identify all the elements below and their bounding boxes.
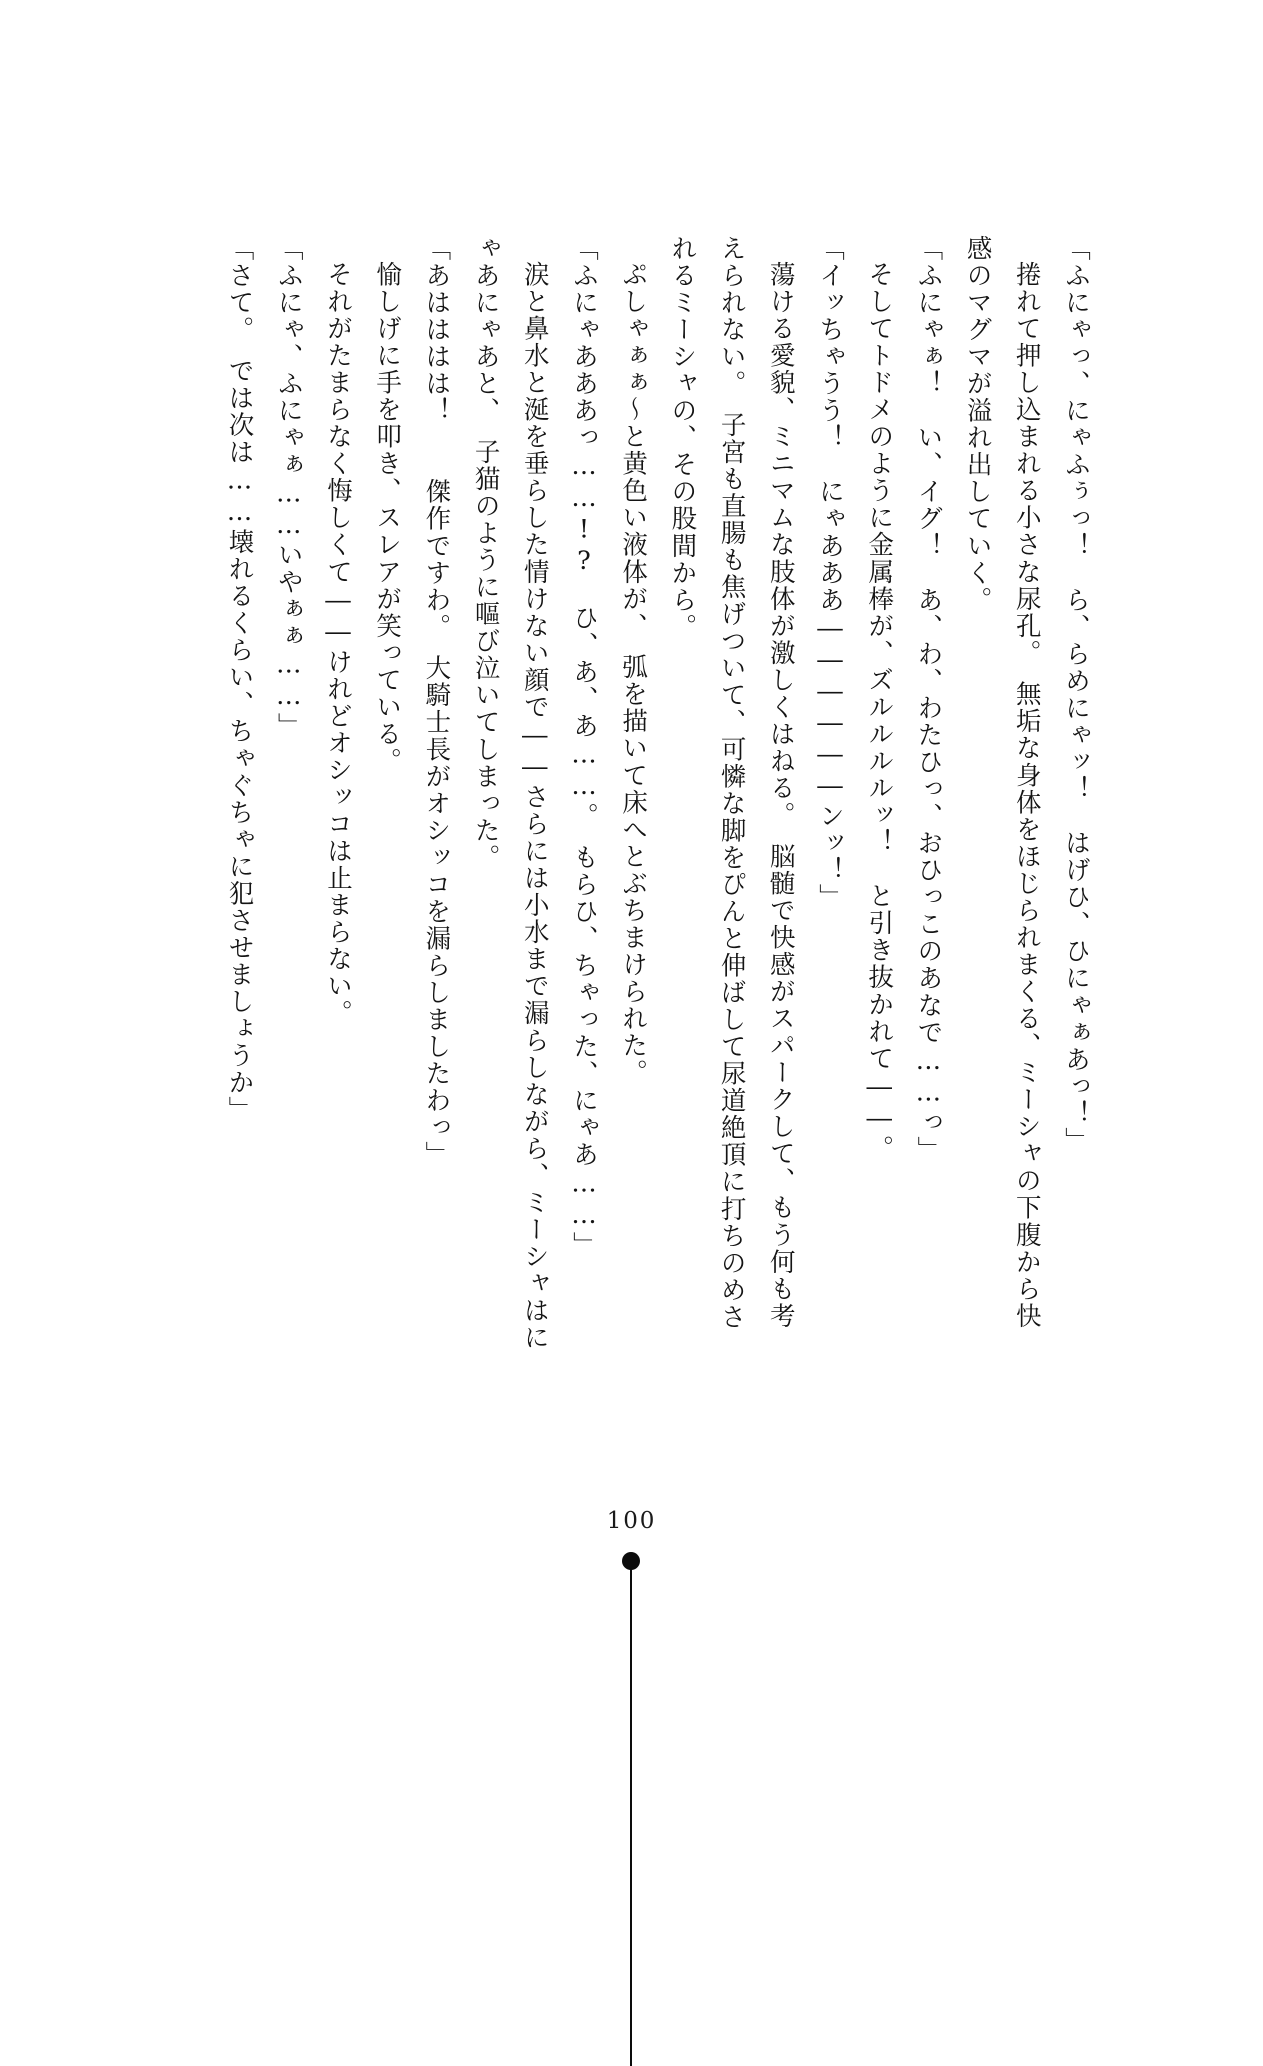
novel-body-text [150, 235, 1100, 1355]
paragraph: 「ふにゃっ、にゃふぅっ！ ら、らめにゃッ！ はげひ、ひにゃぁあっ！」 [1061, 235, 1091, 1155]
paragraph: 「ふにゃぁ！ い、イグ！ あ、わ、わたひっ、おひっこのあなで……っ」 [913, 235, 944, 1164]
paragraph: そしてトドメのように金属棒が、ズルルルルッ！ と引き抜かれて――。 [864, 260, 895, 1162]
paragraph: 「ふにゃ、ふにゃぁ……いやぁぁ……」 [273, 235, 304, 740]
paragraph: 涙と鼻水と涎を垂らした情けない顔で――さらには小水まで漏らしながら、ミーシャはにゃあにゃあと、 子猫のように嘔び泣いてしまった。 [470, 235, 550, 1351]
paragraph: 「さて。 では次は……壊れるくらい、ちゃぐちゃに犯させましょうか」 [224, 235, 255, 1124]
binding-line [630, 1569, 632, 2066]
paragraph: 愉しげに手を叩き、スレアが笑っている。 [372, 260, 403, 775]
binding-marker [631, 1552, 632, 2066]
page-number: 100 [606, 1508, 657, 1534]
paragraph: 捲れて押し込まれる小さな尿孔。 無垢な身体をほじられまくる、ミーシャの下腹から快感のマグマが溢れ出していく。 [962, 235, 1042, 1329]
paragraph: ぷしゃぁぁ～と黄色い液体が、 弧を描いて床へとぶちまけられた。 [618, 260, 649, 1086]
paragraph: それがたまらなく悔しくて――けれどオシッコは止まらない。 [322, 260, 353, 1027]
paragraph: 「イッちゃうう！ にゃあああ――――――ンッ！」 [814, 235, 845, 911]
paragraph: 「あはははは！ 傑作ですわ。 大騎士長がオシッコを漏らしましたわっ」 [421, 235, 452, 1169]
binding-dot-icon [622, 1552, 640, 1570]
paragraph: 「ふにゃあああっ……!? ひ、あ、あ……。 もらひ、ちゃった、にゃあ……」 [568, 235, 599, 1259]
paragraph: 蕩ける愛貌、ミニマムな肢体が激しくはねる。 脳髄で快感がスパークして、もう何も考えられない。 子宮も直腸も焦げついて、可憐な脚をぴんと伸ばして尿道絶頂に打ちのめされるミーシャの、その股間から。 [667, 235, 796, 1331]
